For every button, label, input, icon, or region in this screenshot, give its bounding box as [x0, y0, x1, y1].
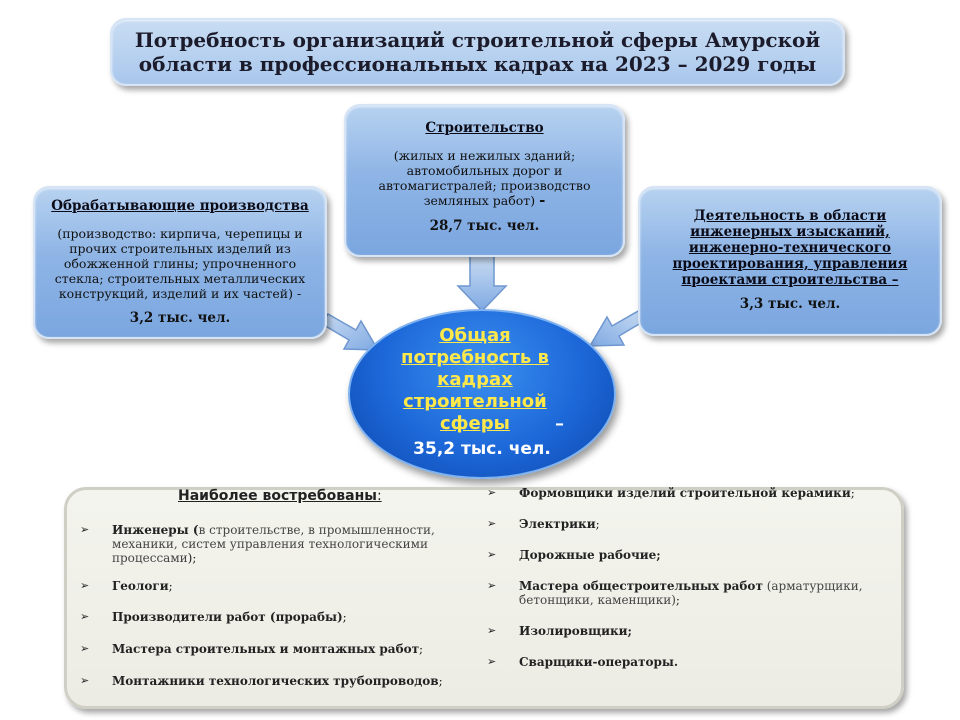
arrow-bullet-icon: ➢ — [80, 674, 90, 687]
arrow-bullet-icon: ➢ — [487, 548, 497, 561]
arrow-bullet-icon: ➢ — [80, 579, 90, 592]
occupation-item: ➢ Геологи; — [80, 579, 173, 593]
occupation-item: ➢ Производители работ (прорабы); — [80, 610, 347, 624]
construction-description: (жилых и нежилых зданий; автомобильных дорог и автомагистралей; производство земляных работ) - — [378, 148, 591, 209]
demanded-right-list — [487, 486, 887, 669]
demanded-left-list — [80, 523, 460, 688]
occupation-item: ➢ Изолировщики; — [487, 624, 632, 638]
construction-heading: Строительство — [425, 120, 544, 136]
occupation-item: ➢ Дорожные рабочие; — [487, 548, 661, 562]
demanded-title: Наиболее востребованы: — [178, 488, 382, 504]
title-line-2: области в профессиональных кадрах на 2023 – 2029 годы — [138, 52, 817, 76]
occupation-item: ➢ Мастера общестроительных работ (арматурщики, бетонщики, каменщики); — [487, 579, 863, 607]
occupation-item: ➢ Сварщики-операторы. — [487, 655, 679, 669]
arrow-down-icon — [456, 256, 508, 312]
title-box — [110, 18, 845, 86]
manufacturing-heading: Обрабатывающие производства — [51, 198, 309, 214]
manufacturing-box — [33, 186, 327, 339]
occupation-item: ➢ Мастера строительных и монтажных работ; — [80, 642, 424, 656]
page-title — [135, 28, 820, 76]
arrow-bullet-icon: ➢ — [487, 517, 497, 530]
arrow-bullet-icon: ➢ — [80, 523, 90, 536]
title-line-1: Потребность организаций строительной сферы Амурской — [134, 28, 821, 52]
construction-value: 28,7 тыс. чел. — [429, 218, 540, 234]
engineering-heading: Деятельность в области инженерных изысканий, инженерно-технического проектирования, управления проектами строительства – — [672, 208, 908, 288]
total-demand-label: Общая потребность в кадрах строительной сферы — [401, 325, 549, 434]
arrow-bullet-icon: ➢ — [80, 610, 90, 623]
manufacturing-value: 3,2 тыс. чел. — [129, 310, 231, 326]
occupation-item: ➢ Монтажники технологических трубопроводов; — [80, 674, 443, 688]
total-demand-dash: – — [555, 413, 565, 434]
arrow-bullet-icon: ➢ — [487, 655, 497, 668]
construction-box — [344, 104, 625, 257]
occupation-item: ➢ Инженеры (в строительстве, в промышленности, механики, систем управления технологическими процессами); — [80, 523, 435, 565]
total-demand-ellipse — [348, 309, 616, 479]
arrow-bullet-icon: ➢ — [487, 579, 497, 592]
arrow-bullet-icon: ➢ — [487, 624, 497, 637]
arrow-bullet-icon: ➢ — [80, 642, 90, 655]
arrow-bullet-icon: ➢ — [487, 486, 497, 499]
manufacturing-description: (производство: кирпича, черепицы и прочих строительных изделий из обожженной глины; упрочненного стекла; строительных металлических конструкций, изделий и их частей) - — [54, 226, 306, 301]
engineering-value: 3,3 тыс. чел. — [739, 296, 841, 312]
total-demand-value: 35,2 тыс. чел. — [413, 439, 551, 459]
engineering-box — [638, 186, 942, 336]
occupation-item: ➢ Электрики; — [487, 517, 600, 531]
occupation-item: ➢ Формовщики изделий строительной керамики; — [487, 486, 855, 500]
